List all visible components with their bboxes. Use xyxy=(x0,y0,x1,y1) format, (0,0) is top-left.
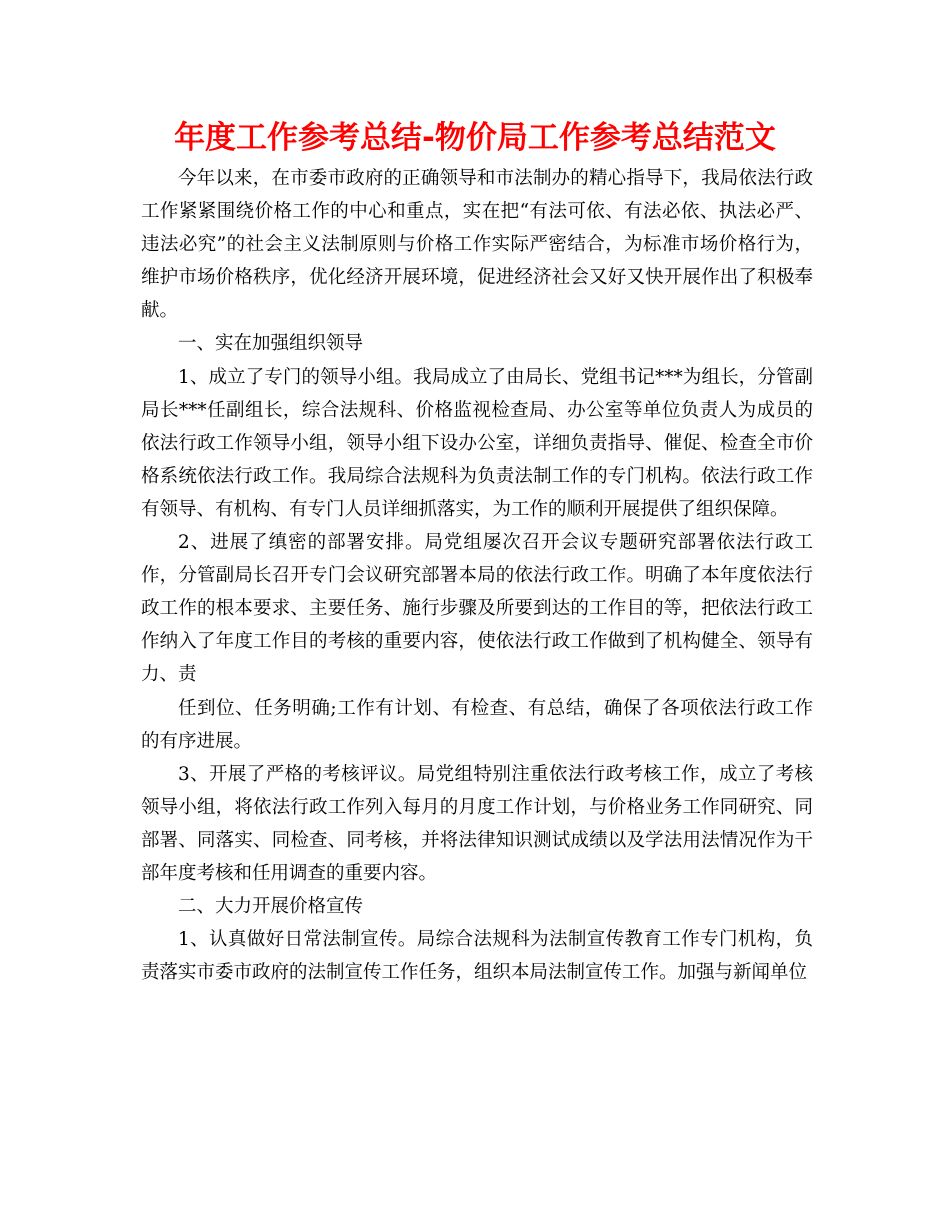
document-body xyxy=(141,162,813,989)
paragraph-2-1: 1、认真做好日常法制宣传。局综合法规科为法制宣传教育工作专门机构，负责落实市委市政府的法制宣传工作任务，组织本局法制宣传工作。加强与新闻单位 xyxy=(141,929,813,984)
paragraph-1-3: 3、开展了严格的考核评议。局党组特别注重依法行政考核工作，成立了考核领导小组，将依法行政工作列入每月的月度工作计划，与价格业务工作同研究、同部署、同落实、同检查、同考核，并将法律知识测试成绩以及学法用法情况作为干部年度考核和任用调查的重要内容。 xyxy=(141,763,813,884)
paragraph-1-2: 2、进展了缜密的部署安排。局党组屡次召开会议专题研究部署依法行政工作，分管副局长召开专门会议研究部署本局的依法行政工作。明确了本年度依法行政工作的根本要求、主要任务、施行步骤及所要到达的工作目的等，把依法行政工作纳入了年度工作目的考核的重要内容，使依法行政工作做到了机构健全、领导有力、责 xyxy=(141,532,813,686)
document-title: 年度工作参考总结-物价局工作参考总结范文 xyxy=(174,120,776,156)
paragraph-intro: 今年以来，在市委市政府的正确领导和市法制办的精心指导下，我局依法行政工作紧紧围绕价格工作的中心和重点，实在把“有法可依、有法必依、执法必严、违法必究”的社会主义法制原则与价格工作实际严密结合，为标准市场价格行为，维护市场价格秩序，优化经济开展环境，促进经济社会又好又快开展作出了积极奉献。 xyxy=(141,168,813,322)
paragraph-1-2-continued: 任到位、任务明确;工作有计划、有检查、有总结，确保了各项依法行政工作的有序进展。 xyxy=(141,697,813,752)
paragraph-1-1: 1、成立了专门的领导小组。我局成立了由局长、党组书记***为组长，分管副局长***任副组长，综合法规科、价格监视检查局、办公室等单位负责人为成员的依法行政工作领导小组，领导小组下设办公室，详细负责指导、催促、检查全市价格系统依法行政工作。我局综合法规科为负责法制工作的专门机构。依法行政工作有领导、有机构、有专门人员详细抓落实，为工作的顺利开展提供了组织保障。 xyxy=(141,366,813,520)
section-heading-1: 一、实在加强组织领导 xyxy=(178,333,364,355)
section-heading-2: 二、大力开展价格宣传 xyxy=(178,896,364,918)
